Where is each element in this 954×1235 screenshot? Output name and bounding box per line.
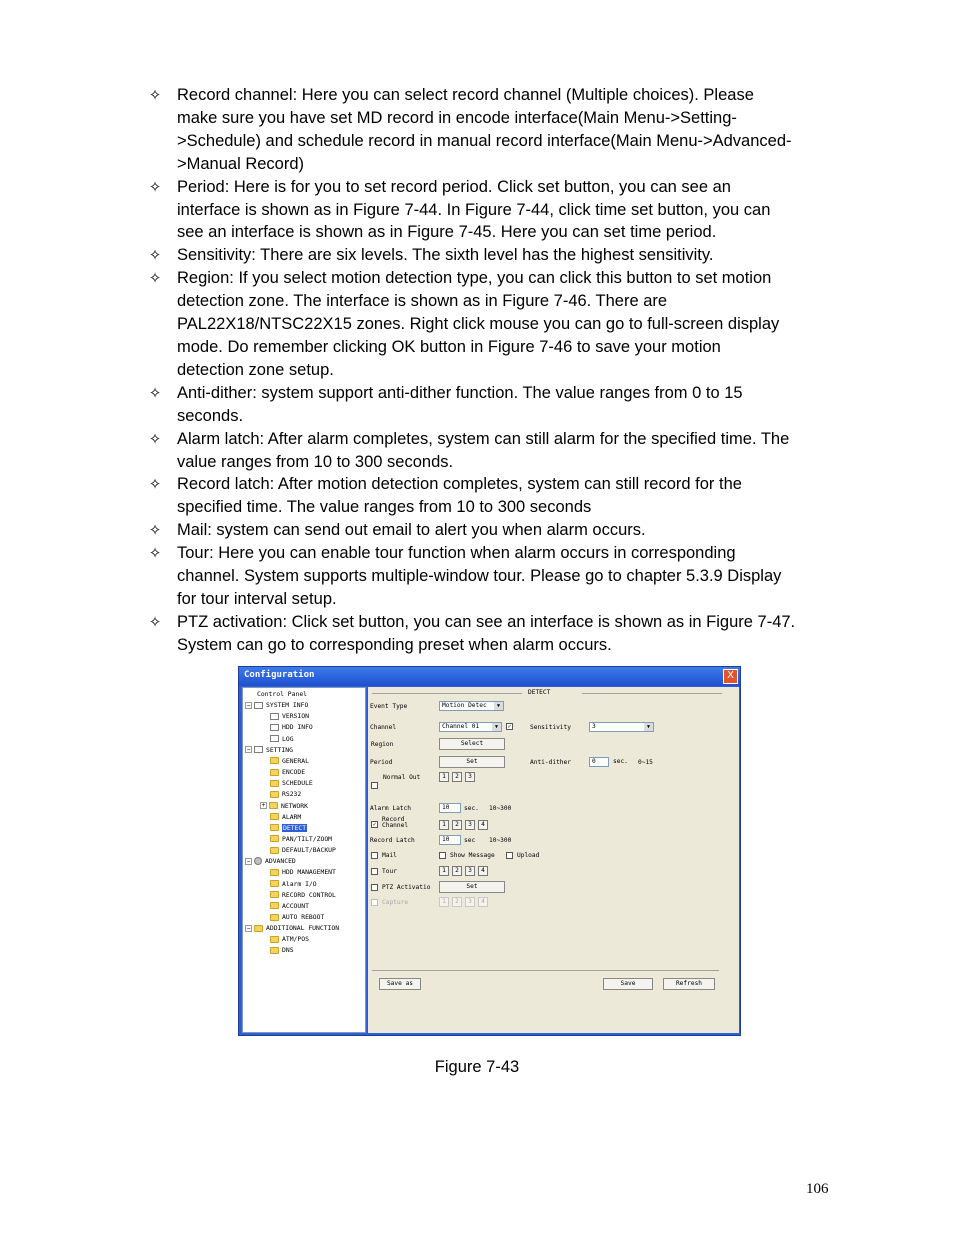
bullet-item bbox=[145, 519, 865, 542]
bullet-line: mode. Do remember clicking OK button in Figure 7-46 to save your motion bbox=[177, 337, 721, 356]
expand-icon[interactable]: + bbox=[261, 802, 266, 809]
bullet-line: detection zone setup. bbox=[177, 360, 334, 379]
tour-label: Tour bbox=[382, 868, 397, 875]
tree-item-label: SCHEDULE bbox=[282, 779, 313, 788]
bullet-item bbox=[145, 473, 865, 519]
document-icon bbox=[254, 702, 263, 709]
tree-item-label: ADDITIONAL FUNCTION bbox=[266, 924, 340, 933]
ptz-activation-label: PTZ Activatio bbox=[382, 884, 431, 891]
tree-item-label: ALARM bbox=[282, 812, 302, 821]
detect-panel bbox=[368, 687, 739, 1033]
tree-item[interactable] bbox=[270, 879, 317, 889]
mail-checkbox[interactable] bbox=[371, 852, 378, 859]
bullet-line: Record latch: After motion detection completes, system can still record for the bbox=[177, 475, 742, 494]
tree-item[interactable] bbox=[270, 823, 307, 833]
region-select-button[interactable]: Select bbox=[439, 738, 505, 750]
mail-label: Mail bbox=[382, 852, 397, 859]
tree-item-label: NETWORK bbox=[281, 801, 308, 810]
bullet-line: >Schedule) and schedule record in manual record interface(Main Menu->Advanced- bbox=[177, 131, 792, 150]
tree-item[interactable] bbox=[270, 812, 301, 822]
bullet-line: Period: Here is for you to set record period. Click set button, you can see an bbox=[177, 177, 731, 196]
bullet-star-icon: ✧ bbox=[148, 383, 162, 402]
bullet-item bbox=[145, 542, 865, 611]
window-title: Configuration bbox=[244, 670, 315, 680]
folder-icon bbox=[270, 813, 279, 820]
folder-icon bbox=[270, 936, 279, 943]
dropdown-arrow-icon: ▼ bbox=[492, 723, 501, 731]
anti-dither-label: Anti-dither bbox=[530, 759, 571, 766]
bullet-line: Tour: Here you can enable tour function when alarm occurs in corresponding bbox=[177, 544, 736, 563]
record-channel-4[interactable]: 4 bbox=[478, 820, 488, 830]
capture-checkbox bbox=[371, 899, 378, 906]
record-channel-checkbox[interactable]: ✓ bbox=[372, 821, 377, 828]
document-icon bbox=[270, 735, 279, 742]
tree-item-label: DETECT bbox=[283, 823, 307, 832]
record-latch-unit: sec bbox=[464, 837, 476, 844]
bullet-line: value ranges from 10 to 300 seconds. bbox=[177, 452, 454, 471]
tree-item-label: VERSION bbox=[282, 712, 309, 721]
channel-select[interactable] bbox=[439, 722, 502, 732]
configuration-window bbox=[238, 666, 741, 1036]
alarm-latch-label: Alarm Latch bbox=[370, 805, 411, 812]
collapse-icon[interactable]: − bbox=[246, 701, 251, 709]
tree-item-label: ACCOUNT bbox=[282, 901, 309, 910]
save-as-button[interactable]: Save as bbox=[379, 978, 421, 990]
tree-item[interactable] bbox=[245, 923, 339, 933]
bullet-item bbox=[145, 244, 865, 267]
alarm-latch-input[interactable]: 10 bbox=[439, 803, 461, 813]
panel-heading: DETECT bbox=[528, 689, 551, 696]
bullet-star-icon: ✧ bbox=[148, 521, 162, 540]
bullet-item bbox=[145, 382, 865, 428]
tree-item[interactable] bbox=[270, 845, 336, 855]
upload-label: Upload bbox=[517, 852, 540, 859]
bullet-line: PTZ activation: Click set button, you can see an interface is shown as in Figure 7-47. bbox=[177, 612, 796, 631]
bullet-line: detection zone. The interface is shown as in Figure 7-46. There are bbox=[177, 292, 668, 311]
tree-item-label: HDD MANAGEMENT bbox=[282, 868, 336, 877]
tree-item-label: DEFAULT/BACKUP bbox=[282, 846, 336, 855]
close-button[interactable]: X bbox=[723, 669, 738, 684]
record-channel-label bbox=[382, 817, 408, 829]
bullet-line: interface is shown as in Figure 7-44. In Figure 7-44, click time set button, you can bbox=[177, 200, 771, 219]
normal-out-3[interactable]: 3 bbox=[465, 772, 475, 782]
folder-icon bbox=[270, 769, 279, 776]
figure-caption: Figure 7-43 bbox=[434, 1058, 520, 1076]
collapse-icon[interactable]: − bbox=[246, 924, 251, 932]
event-type-value: Motion Detec bbox=[442, 702, 487, 709]
bullet-line: channel. System supports multiple-window tour. Please go to chapter 5.3.9 Display bbox=[177, 567, 782, 586]
capture-4: 4 bbox=[478, 897, 488, 907]
tree-item-label: AUTO REBOOT bbox=[282, 913, 325, 921]
tree-item[interactable] bbox=[245, 700, 308, 710]
channel-value: Channel 01 bbox=[442, 723, 480, 730]
record-latch-label: Record Latch bbox=[370, 837, 415, 844]
tree-item-label: PAN/TILT/ZOOM bbox=[282, 834, 333, 843]
bullet-line: >Manual Record) bbox=[177, 154, 305, 173]
sensitivity-label: Sensitivity bbox=[530, 724, 571, 731]
folder-icon bbox=[270, 847, 279, 854]
record-latch-range: 10~300 bbox=[489, 837, 512, 844]
tree-item-label: LOG bbox=[282, 734, 294, 743]
tree-item-label: Control Panel bbox=[257, 690, 308, 698]
tree-item-label: SYSTEM INFO bbox=[266, 701, 309, 710]
tree-item[interactable] bbox=[260, 801, 308, 811]
collapse-icon[interactable]: − bbox=[246, 746, 251, 754]
bullet-line: Region: If you select motion detection type, you can click this button to set motion bbox=[177, 269, 772, 288]
gear-icon bbox=[254, 857, 262, 865]
record-channel-1[interactable]: 1 bbox=[439, 820, 449, 830]
bullet-line: PAL22X18/NTSC22X15 zones. Right click mouse you can go to full-screen display bbox=[177, 315, 780, 334]
tree-item-label: Alarm I/O bbox=[282, 879, 317, 888]
tree-item[interactable] bbox=[270, 778, 313, 788]
folder-icon bbox=[270, 757, 279, 764]
capture-2: 2 bbox=[452, 897, 462, 907]
bullet-star-icon: ✧ bbox=[148, 612, 162, 631]
refresh-button[interactable]: Refresh bbox=[663, 978, 715, 990]
tree-item-label: GENERAL bbox=[282, 756, 309, 765]
folder-icon bbox=[270, 947, 279, 954]
folder-icon bbox=[270, 791, 279, 798]
ptz-activation-checkbox[interactable] bbox=[371, 884, 378, 891]
sensitivity-select[interactable] bbox=[589, 722, 654, 732]
normal-out-checkbox[interactable] bbox=[371, 782, 378, 789]
tree-item[interactable] bbox=[270, 734, 294, 744]
collapse-icon[interactable]: − bbox=[246, 857, 251, 865]
folder-icon bbox=[269, 802, 278, 809]
capture-1: 1 bbox=[439, 897, 449, 907]
tree-item[interactable] bbox=[270, 945, 294, 955]
tree-item[interactable] bbox=[270, 767, 305, 777]
bullet-star-icon: ✧ bbox=[148, 177, 162, 196]
tree-item-label: RS232 bbox=[282, 790, 302, 799]
record-latch-input[interactable]: 10 bbox=[439, 835, 461, 845]
tree-item[interactable] bbox=[245, 689, 307, 699]
bullet-line: seconds. bbox=[177, 406, 244, 425]
tour-2[interactable]: 2 bbox=[452, 866, 462, 876]
normal-out-2[interactable]: 2 bbox=[452, 772, 462, 782]
period-label: Period bbox=[370, 759, 393, 766]
bullet-star-icon: ✧ bbox=[148, 429, 162, 448]
tree-item-label: HDD INFO bbox=[282, 723, 313, 732]
bullet-item bbox=[145, 84, 865, 176]
event-type-select[interactable] bbox=[439, 701, 504, 711]
folder-icon bbox=[270, 880, 279, 887]
ptz-set-button[interactable]: Set bbox=[439, 881, 505, 893]
tree-item[interactable] bbox=[270, 867, 336, 877]
bullet-star-icon: ✧ bbox=[148, 269, 162, 288]
region-label: Region bbox=[371, 741, 394, 748]
folder-icon bbox=[270, 869, 279, 876]
tree-item[interactable] bbox=[270, 722, 313, 732]
bullet-line: System can go to corresponding preset when alarm occurs. bbox=[177, 635, 612, 654]
event-type-label: Event Type bbox=[370, 703, 408, 710]
bullet-star-icon: ✧ bbox=[148, 246, 162, 265]
bullet-item bbox=[145, 428, 865, 474]
bullet-line: Record channel: Here you can select record channel (Multiple choices). Please bbox=[177, 86, 754, 104]
tour-4[interactable]: 4 bbox=[478, 866, 488, 876]
record-channel-2[interactable]: 2 bbox=[452, 820, 462, 830]
channel-checkbox[interactable]: ✓ bbox=[507, 723, 512, 730]
tree-item-label: ADVANCED bbox=[265, 857, 296, 866]
folder-icon bbox=[270, 835, 279, 842]
normal-out-label: Normal Out bbox=[383, 774, 421, 781]
anti-dither-input[interactable]: 0 bbox=[589, 757, 609, 767]
folder-icon bbox=[254, 925, 263, 932]
record-channel-3[interactable]: 3 bbox=[465, 820, 475, 830]
bullet-line: see an interface is shown as in Figure 7-45. Here you can set time period. bbox=[177, 223, 717, 242]
record-channel-label-line2: Channel bbox=[382, 822, 409, 829]
tree-item[interactable] bbox=[270, 912, 324, 922]
period-set-button[interactable]: Set bbox=[439, 756, 505, 768]
tree-item[interactable] bbox=[270, 834, 332, 844]
tour-1[interactable]: 1 bbox=[439, 866, 449, 876]
tree-item-label: ATM/POS bbox=[282, 935, 309, 944]
title-bar bbox=[239, 667, 740, 686]
bullet-star-icon: ✧ bbox=[148, 86, 162, 104]
show-message-label: Show Message bbox=[450, 852, 495, 859]
bullet-item bbox=[145, 267, 865, 382]
upload-checkbox[interactable] bbox=[506, 852, 513, 859]
capture-label: Capture bbox=[382, 899, 409, 906]
document-icon bbox=[270, 724, 279, 731]
dropdown-arrow-icon: ▼ bbox=[494, 702, 503, 710]
folder-icon bbox=[270, 891, 279, 898]
bullet-line: make sure you have set MD record in encode interface(Main Menu->Setting- bbox=[177, 108, 737, 127]
tree-item[interactable] bbox=[270, 789, 301, 799]
normal-out-1[interactable]: 1 bbox=[439, 772, 449, 782]
bullet-line: Sensitivity: There are six levels. The sixth level has the highest sensitivity. bbox=[177, 246, 714, 265]
alarm-latch-unit: sec. bbox=[464, 805, 479, 812]
dropdown-arrow-icon: ▼ bbox=[644, 723, 653, 731]
bullet-line: Mail: system can send out email to alert you when alarm occurs. bbox=[177, 521, 646, 540]
folder-icon bbox=[270, 914, 279, 921]
tree-item[interactable] bbox=[270, 934, 309, 944]
tree-item[interactable] bbox=[270, 890, 336, 900]
page-number: 106 bbox=[806, 1181, 829, 1197]
bullet-line: specified time. The value ranges from 10 to 300 seconds bbox=[177, 498, 592, 517]
alarm-latch-range: 10~300 bbox=[489, 805, 512, 812]
save-button[interactable]: Save bbox=[603, 978, 653, 990]
bullet-list bbox=[145, 84, 865, 657]
control-panel-tree bbox=[242, 687, 366, 1033]
divider bbox=[372, 970, 719, 971]
tree-item[interactable] bbox=[270, 711, 309, 721]
sensitivity-value: 3 bbox=[592, 723, 596, 730]
bullet-item bbox=[145, 611, 865, 657]
document-icon bbox=[254, 746, 263, 753]
tree-item-label: SETTING bbox=[266, 745, 293, 754]
folder-icon bbox=[270, 902, 279, 909]
tree-item[interactable] bbox=[245, 745, 293, 755]
tree-item-label: DNS bbox=[282, 946, 294, 955]
tour-checkbox[interactable] bbox=[371, 868, 378, 875]
show-message-checkbox[interactable] bbox=[439, 852, 446, 859]
capture-3: 3 bbox=[465, 897, 475, 907]
record-channel-label-line1: Record bbox=[382, 816, 405, 823]
tour-3[interactable]: 3 bbox=[465, 866, 475, 876]
folder-icon bbox=[270, 824, 279, 831]
bullet-star-icon: ✧ bbox=[148, 544, 162, 563]
bullet-line: for tour interval setup. bbox=[177, 589, 337, 608]
bullet-line: Anti-dither: system support anti-dither function. The value ranges from 0 to 15 bbox=[177, 383, 743, 402]
folder-icon bbox=[270, 780, 279, 787]
tree-item[interactable] bbox=[245, 856, 296, 866]
tree-item-label: RECORD CONTROL bbox=[282, 890, 336, 899]
tree-item[interactable] bbox=[270, 756, 309, 766]
anti-dither-range: 0~15 bbox=[638, 759, 653, 766]
channel-label: Channel bbox=[370, 724, 397, 731]
document-icon bbox=[270, 713, 279, 720]
tree-item-label: ENCODE bbox=[282, 768, 306, 777]
bullet-item bbox=[145, 176, 865, 245]
anti-dither-unit: sec. bbox=[613, 758, 628, 765]
bullet-star-icon: ✧ bbox=[148, 475, 162, 494]
bullet-line: Alarm latch: After alarm completes, system can still alarm for the specified time. The bbox=[177, 429, 790, 448]
tree-item[interactable] bbox=[270, 901, 309, 911]
